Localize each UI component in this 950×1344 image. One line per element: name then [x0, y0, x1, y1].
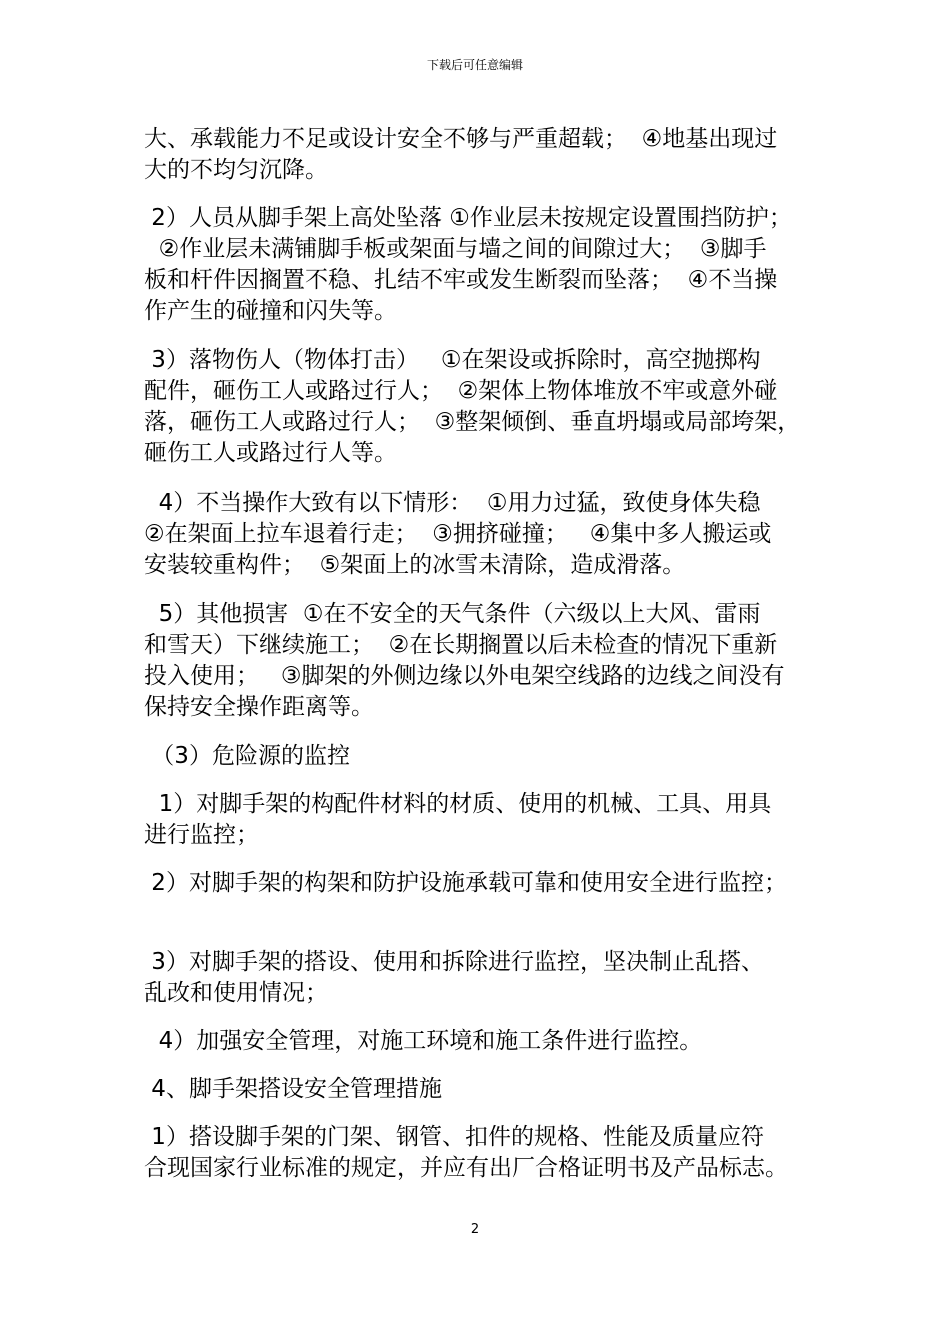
paragraph-improper-operation: 4）不当操作大致有以下情形： ①用力过猛，致使身体失稳 ②在架面上拉车退着行走； ③拥挤碰撞； ④集中多人搬运或 安装较重构件； ⑤架面上的冰雪未清除，造成滑落。 [144, 490, 772, 578]
paragraph-falling-objects: 3）落物伤人（物体打击） ①在架设或拆除时，高空抛掷构 配件，砸伤工人或路过行人； ②架体上物体堆放不牢或意外碰 落，砸伤工人或路过行人； ③整架倾倒、垂直坍塌或局部垮架， 砸伤工人或路过行人等。 [144, 347, 801, 466]
paragraph-monitor-structure: 2）对脚手架的构架和防护设施承载可靠和使用安全进行监控； [144, 870, 787, 896]
section-heading-measures: 4、脚手架搭设安全管理措施 [144, 1076, 442, 1102]
page-header: 下载后可任意编辑 [426, 58, 523, 72]
paragraph-monitor-materials: 1）对脚手架的构配件材料的材质、使用的机械、工具、用具 进行监控； [144, 791, 772, 848]
page-number: 2 [470, 1222, 480, 1237]
paragraph-continuation: 大、承载能力不足或设计安全不够与严重超载； ④地基出现过 大的不均匀沉降。 [144, 126, 778, 183]
section-heading-monitoring: （3）危险源的监控 [144, 743, 350, 769]
paragraph-materials-standard: 1）搭设脚手架的门架、钢管、扣件的规格、性能及质量应符 合现国家行业标准的规定，并应有出厂合格证明书及产品标志。 [144, 1124, 788, 1181]
paragraph-other-damage: 5）其他损害 ①在不安全的天气条件（六级以上大风、雷雨 和雪天）下继续施工； ②在长期搁置以后未检查的情况下重新 投入使用； ③脚架的外侧边缘以外电架空线路的边线之间没有 保持安全操作距离等。 [144, 601, 785, 720]
paragraph-monitor-erection: 3）对脚手架的搭设、使用和拆除进行监控，坚决制止乱搭、 乱改和使用情况； [144, 949, 764, 1006]
paragraph-fall-from-height: 2）人员从脚手架上高处坠落 ①作业层未按规定设置围挡防护； ②作业层未满铺脚手板或架面与墙之间的间隙过大； ③脚手 板和杆件因搁置不稳、扎结不牢或发生断裂而坠落； ④不当操 作产生的碰撞和闪失等。 [144, 205, 792, 324]
paragraph-safety-management: 4）加强安全管理，对施工环境和施工条件进行监控。 [144, 1028, 703, 1054]
